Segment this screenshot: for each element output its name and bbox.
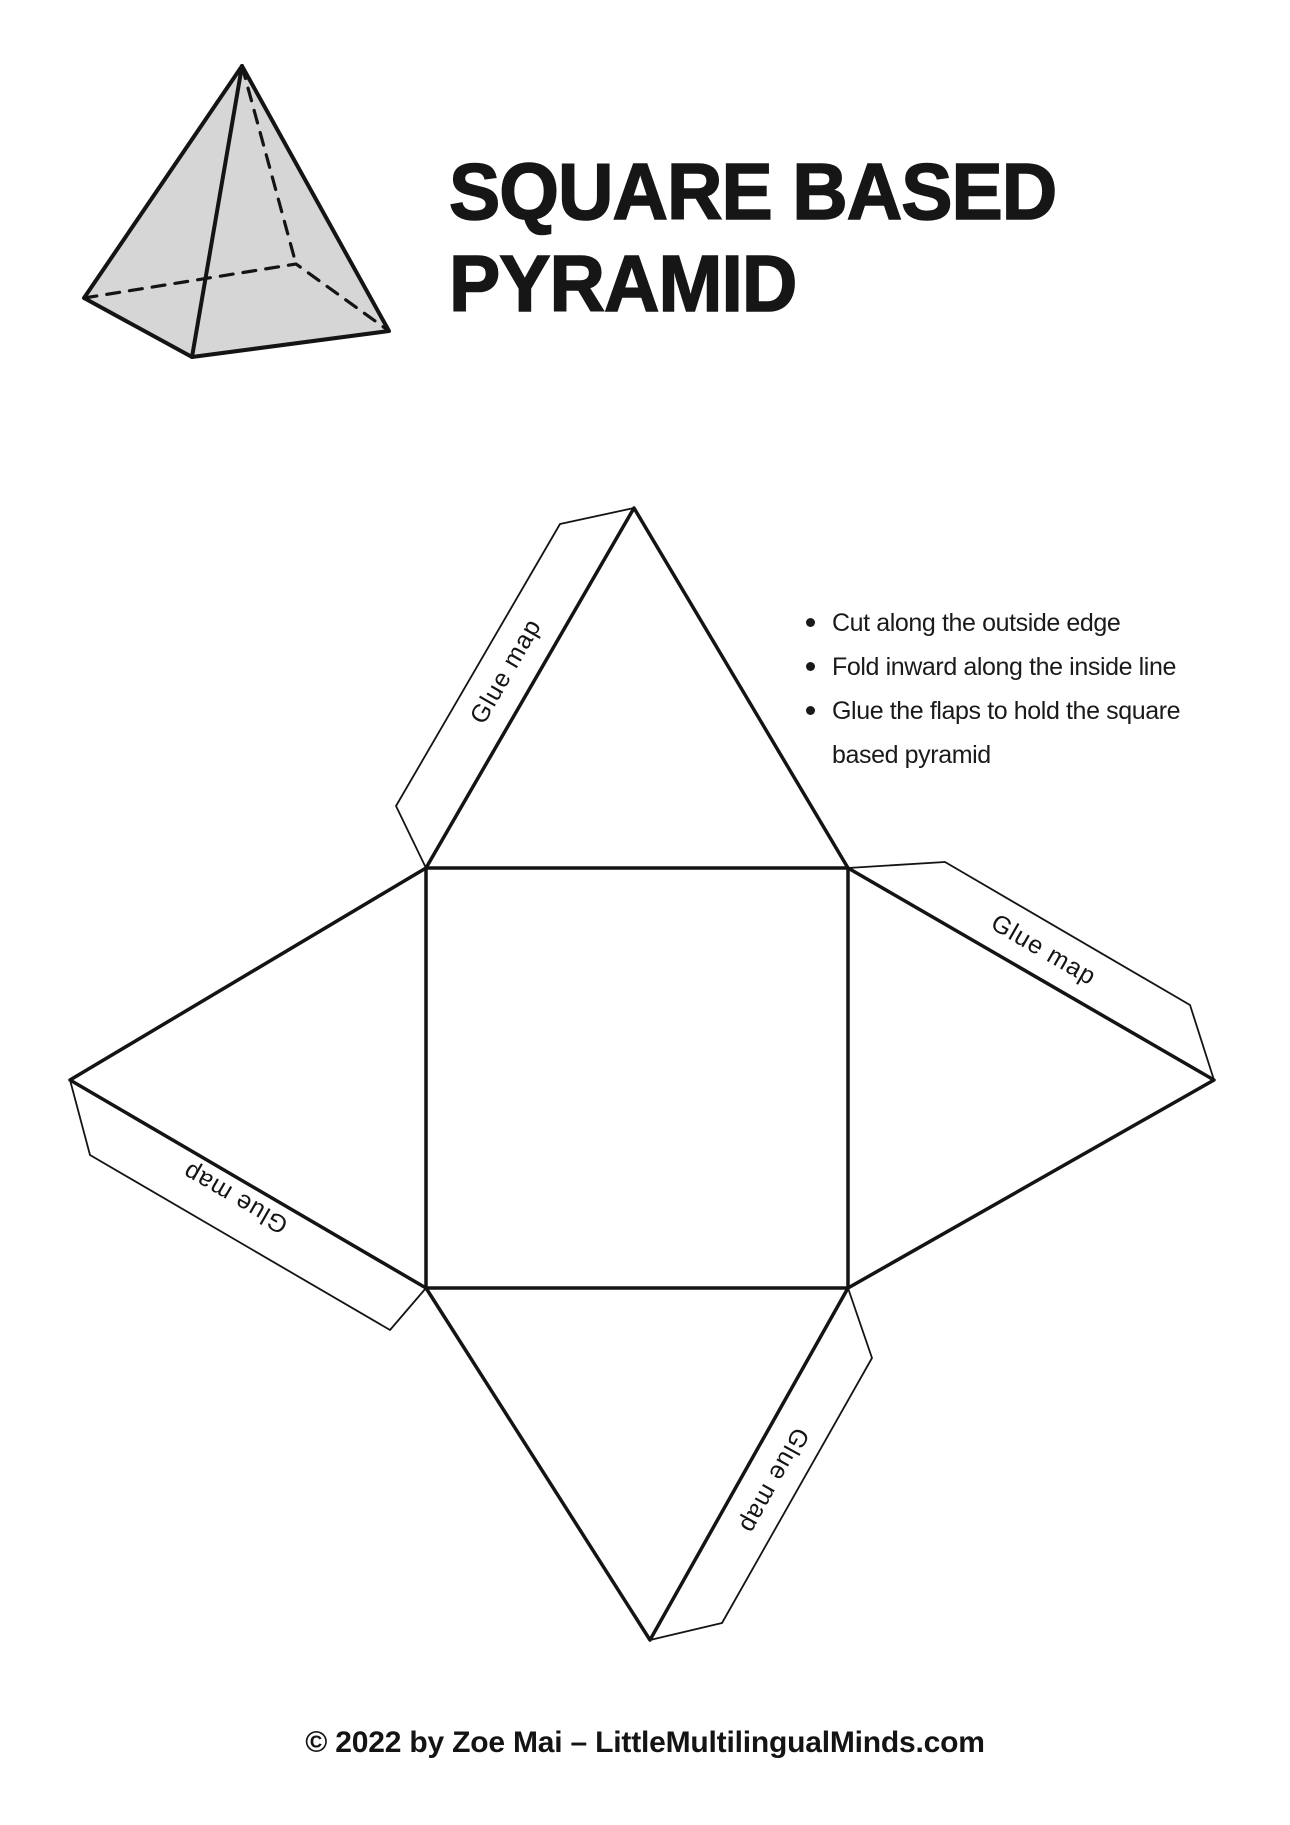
bullet-icon: [806, 618, 815, 627]
instruction-text: Fold inward along the inside line: [832, 653, 1176, 681]
instruction-list: [806, 601, 1276, 777]
net-square-base: [426, 868, 848, 1288]
flap-label-left: Glue map: [177, 1156, 293, 1240]
instruction-item: [806, 601, 1276, 645]
instruction-text-continued: based pyramid: [832, 741, 991, 769]
page-title: [449, 146, 1056, 330]
instruction-text: Glue the flaps to hold the square: [832, 697, 1181, 725]
bullet-icon: [806, 662, 815, 671]
flap-label-top-left: Glue map: [464, 613, 548, 729]
page-title-line-2: PYRAMID: [449, 239, 797, 328]
instruction-text: Cut along the outside edge: [832, 609, 1121, 637]
instruction-item: [806, 645, 1276, 689]
glue-flap-bottom: [650, 1288, 872, 1640]
footer-copyright: © 2022 by Zoe Mai – LittleMultilingualMinds.com: [305, 1726, 985, 1759]
flap-label-bottom: Glue map: [733, 1422, 815, 1539]
pyramid-3d-illustration: [84, 66, 389, 357]
instruction-item: [806, 689, 1276, 777]
bullet-icon: [806, 706, 815, 715]
page-title-line-1: SQUARE BASED: [449, 147, 1057, 236]
flap-label-right: Glue map: [986, 908, 1102, 992]
glue-flap-top-left: [396, 508, 634, 868]
net-triangle-left: [70, 868, 426, 1288]
